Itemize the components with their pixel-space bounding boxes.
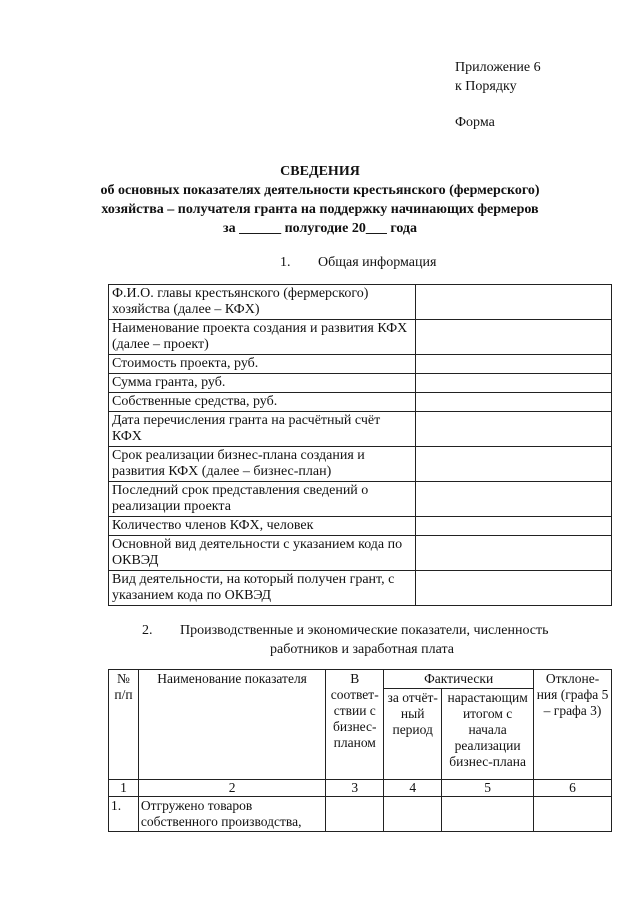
form-label: Форма xyxy=(455,115,495,130)
document-header xyxy=(455,58,541,132)
table-cell-label: Вид деятельности, на который получен грант, с указанием кода по ОКВЭД xyxy=(109,571,416,606)
row-name: Отгружено товаров собственного производства, xyxy=(138,797,325,832)
table-cell-label: Собственные средства, руб. xyxy=(109,393,416,412)
table-cell-value[interactable] xyxy=(384,797,442,832)
column-number: 2 xyxy=(138,780,325,797)
table-cell-value[interactable] xyxy=(416,536,612,571)
table-cell-value[interactable] xyxy=(326,797,384,832)
header-plan: В соответ-ствии с бизнес-планом xyxy=(326,670,384,780)
section2-number: 2. xyxy=(142,623,153,638)
header-period: за отчёт-ный период xyxy=(384,689,442,780)
table-cell-value[interactable] xyxy=(416,412,612,447)
document-subtitle-line2: хозяйства – получателя гранта на поддержку начинающих фермеров xyxy=(101,202,539,217)
table-cell-value[interactable] xyxy=(416,517,612,536)
document-subtitle-line1: об основных показателях деятельности крестьянского (фермерского) xyxy=(100,183,540,198)
header-deviation: Отклоне-ния (графа 5 – графа 3) xyxy=(534,670,612,780)
appendix-label: Приложение 6 xyxy=(455,60,541,75)
table-row xyxy=(109,797,612,832)
section1-title: Общая информация xyxy=(318,255,437,270)
order-label: к Порядку xyxy=(455,79,517,94)
column-number: 6 xyxy=(534,780,612,797)
table-row xyxy=(109,374,612,393)
document-subtitle-line3: за ______ полугодие 20___ года xyxy=(222,221,418,236)
row-number: 1. xyxy=(109,797,139,832)
table-cell-value[interactable] xyxy=(534,797,612,832)
production-indicators-table xyxy=(108,669,612,832)
header-cumulative: нарастающим итогом с начала реализации бизнес-плана xyxy=(442,689,534,780)
table-header-row xyxy=(109,670,612,689)
column-number: 3 xyxy=(326,780,384,797)
column-number: 5 xyxy=(442,780,534,797)
column-number-row xyxy=(109,780,612,797)
section2-title-line1: Производственные и экономические показатели, численность xyxy=(180,623,549,638)
table-cell-value[interactable] xyxy=(416,571,612,606)
table-cell-label: Ф.И.О. главы крестьянского (фермерского) хозяйства (далее – КФХ) xyxy=(109,285,416,320)
table-cell-label: Количество членов КФХ, человек xyxy=(109,517,416,536)
column-number: 4 xyxy=(384,780,442,797)
table-cell-label: Дата перечисления гранта на расчётный счёт КФХ xyxy=(109,412,416,447)
section1-number: 1. xyxy=(280,255,291,270)
table-row xyxy=(109,536,612,571)
general-info-table xyxy=(108,284,612,606)
table-cell-value[interactable] xyxy=(416,447,612,482)
table-row xyxy=(109,412,612,447)
column-number: 1 xyxy=(109,780,139,797)
table-row xyxy=(109,447,612,482)
table-cell-value[interactable] xyxy=(416,374,612,393)
table-row xyxy=(109,320,612,355)
table-row xyxy=(109,571,612,606)
header-num: № п/п xyxy=(109,670,139,780)
header-name: Наименование показателя xyxy=(138,670,325,780)
table-cell-value[interactable] xyxy=(416,320,612,355)
table-row xyxy=(109,517,612,536)
table-cell-value[interactable] xyxy=(416,482,612,517)
table-row xyxy=(109,355,612,374)
table-cell-label: Наименование проекта создания и развития КФХ (далее – проект) xyxy=(109,320,416,355)
table-row xyxy=(109,482,612,517)
table-cell-label: Срок реализации бизнес-плана создания и развития КФХ (далее – бизнес-план) xyxy=(109,447,416,482)
table-cell-label: Основной вид деятельности с указанием кода по ОКВЭД xyxy=(109,536,416,571)
table-cell-label: Стоимость проекта, руб. xyxy=(109,355,416,374)
header-actual: Фактически xyxy=(384,670,534,689)
table-cell-value[interactable] xyxy=(416,355,612,374)
table-cell-value[interactable] xyxy=(416,393,612,412)
section2-title-line2: работников и заработная плата xyxy=(270,642,454,657)
table-row xyxy=(109,285,612,320)
table-row xyxy=(109,393,612,412)
document-title: СВЕДЕНИЯ xyxy=(280,164,360,179)
table-cell-label: Последний срок представления сведений о реализации проекта xyxy=(109,482,416,517)
table-cell-label: Сумма гранта, руб. xyxy=(109,374,416,393)
table-cell-value[interactable] xyxy=(442,797,534,832)
table-cell-value[interactable] xyxy=(416,285,612,320)
